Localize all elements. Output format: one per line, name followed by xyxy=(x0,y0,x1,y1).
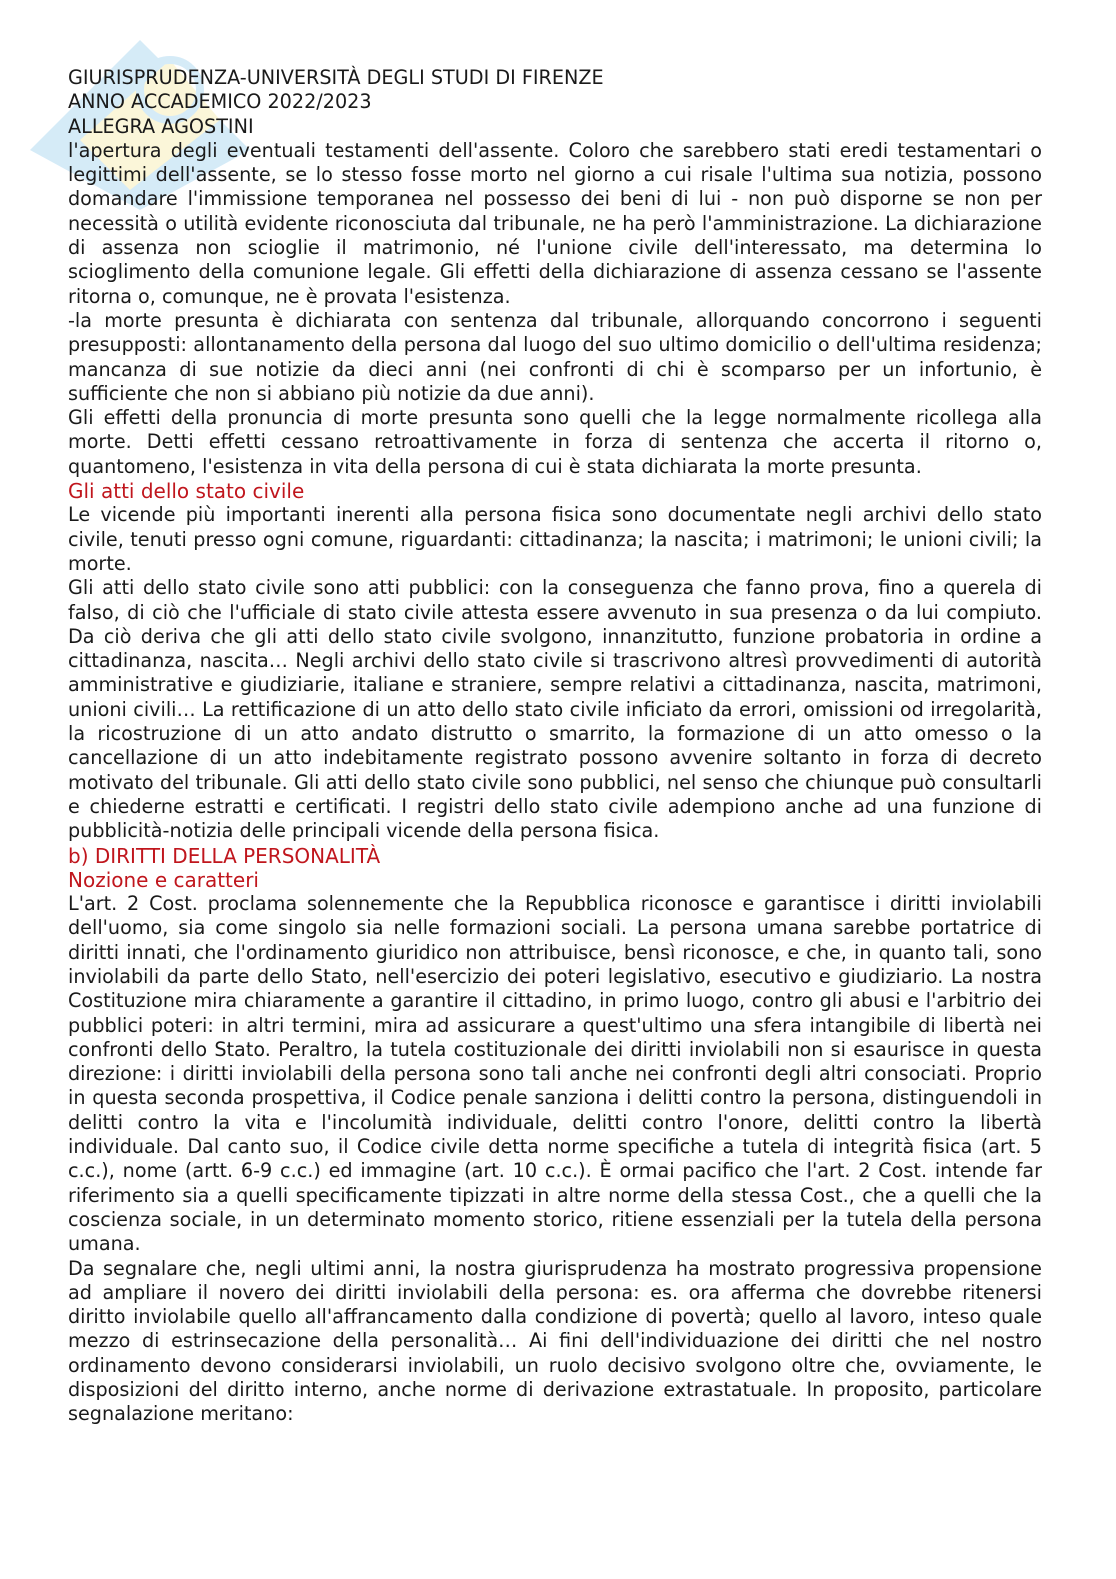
section-heading: b) DIRITTI DELLA PERSONALITÀ xyxy=(68,843,381,868)
section-heading: Gli atti dello stato civile xyxy=(68,479,305,504)
paragraph: Le vicende più importanti inerenti alla persona fisica sono documentate negli archivi dello stato civile, tenuti presso ogni comune, riguardanti: cittadinanza; la nascita; i matrimoni; le unioni civili; la morte. xyxy=(68,503,1042,575)
header-academic-year: ANNO ACCADEMICO 2022/2023 xyxy=(68,90,372,114)
paragraph: L'art. 2 Cost. proclama solennemente che la Repubblica riconosce e garantisce i diritti inviolabili dell'uomo, sia come singolo sia nelle formazioni sociali. La persona umana sarebbe portatrice di diritti innati, che l'ordinamento giuridico non attribuisce, bensì riconosce, e che, in quanto tali, sono inviolabili da parte dello Stato, nell'esercizio dei poteri legislativo, esecutivo e giudiziario. La nostra Costituzione mira chiaramente a garantire il cittadino, in primo luogo, contro gli abusi e l'arbitrio dei pubblici poteri: in altri termini, mira ad assicurare a quest'ultimo una sfera intangibile di libertà nei confronti dello Stato. Peraltro, la tutela costituzionale dei diritti inviolabili non si esaurisce in questa direzione: i diritti inviolabili della persona sono tali anche nei confronti degli altri consociati. Proprio in questa seconda prospettiva, il Codice penale sanziona i delitti contro la persona, distinguendoli in delitti contro la vita e l'incolumità individuale, delitti contro l'onore, delitti contro la libertà individuale. Dal canto suo, il Codice civile detta norme specifiche a tutela di integrità fisica (art. 5 c.c.), nome (artt. 6-9 c.c.) ed immagine (art. 10 c.c.). È ormai pacifico che l'art. 2 Cost. intende far riferimento sia a quelli specificamente tipizzati in altre norme della stessa Cost., che a quelli che la coscienza sociale, in un determinato momento storico, ritiene essenziali per la tutela della persona umana. xyxy=(68,892,1042,1256)
paragraph: Gli atti dello stato civile sono atti pubblici: con la conseguenza che fanno prova, fino a querela di falso, di ciò che l'ufficiale di stato civile attesta essere avvenuto in sua presenza o da lui compiuto. Da ciò deriva che gli atti dello stato civile svolgono, innanzitutto, funzione probatoria in ordine a cittadinanza, nascita… Negli archivi dello stato civile si trascrivono altresì provvedimenti di autorità amministrative e giudiziarie, italiane e straniere, sempre relativi a cittadinanza, nascita, matrimoni, unioni civili… La rettificazione di un atto dello stato civile inficiato da errori, omissioni od irregolarità, la ricostruzione di un atto andato distrutto o smarrito, la formazione di un atto omesso o la cancellazione di un atto indebitamente registrato possono avvenire soltanto in forza di decreto motivato del tribunale. Gli atti dello stato civile sono pubblici, nel senso che chiunque può consultarli e chiederne estratti e certificati. I registri dello stato civile adempiono anche ad una funzione di pubblicità-notizia delle principali vicende della persona fisica. xyxy=(68,576,1042,843)
paragraph: Gli effetti della pronuncia di morte presunta sono quelli che la legge normalmente ricollega alla morte. Detti effetti cessano retroattivamente in forza di sentenza che accerta il ritorno o, quantomeno, l'esistenza in vita della persona di cui è stata dichiarata la morte presunta. xyxy=(68,406,1042,478)
header-university: GIURISPRUDENZA-UNIVERSITÀ DEGLI STUDI DI FIRENZE xyxy=(68,66,604,89)
subsection-heading: Nozione e caratteri xyxy=(68,867,259,892)
paragraph: l'apertura degli eventuali testamenti dell'assente. Coloro che sarebbero stati eredi testamentari o legittimi dell'assente, se lo stesso fosse morto nel giorno a cui risale l'ultima sua notizia, possono domandare l'immissione temporanea nel possesso dei beni di lui - non può disporne se non per necessità o utilità evidente riconosciuta dal tribunale, ne ha però l'amministrazione. La dichiarazione di assenza non scioglie il matrimonio, né l'unione civile dell'interessato, ma determina lo scioglimento della comunione legale. Gli effetti della dichiarazione di assenza cessano se l'assente ritorna o, comunque, ne è provata l'esistenza. xyxy=(68,138,1042,308)
document-page xyxy=(68,66,1042,1427)
document-header xyxy=(68,66,1042,139)
paragraph: Da segnalare che, negli ultimi anni, la nostra giurisprudenza ha mostrato progressiva propensione ad ampliare il novero dei diritti inviolabili della persona: es. ora afferma che dovrebbe ritenersi diritto inviolabile quello all'affrancamento dalla condizione di povertà; quello al lavoro, inteso quale mezzo di estrinsecazione della personalità… Ai fini dell'individuazione dei diritti che nel nostro ordinamento devono considerarsi inviolabili, un ruolo decisivo svolgono oltre che, ovviamente, le disposizioni del diritto interno, anche norme di derivazione extrastatuale. In proposito, particolare segnalazione meritano: xyxy=(68,1256,1042,1426)
paragraph: -la morte presunta è dichiarata con sentenza dal tribunale, allorquando concorrono i seguenti presupposti: allontanamento della persona dal luogo del suo ultimo domicilio o dell'ultima residenza; mancanza di sue notizie da dieci anni (nei confronti di chi è scomparso per un infortunio, è sufficiente che non si abbiano più notizie da due anni). xyxy=(68,308,1042,405)
header-author: ALLEGRA AGOSTINI xyxy=(68,114,254,138)
